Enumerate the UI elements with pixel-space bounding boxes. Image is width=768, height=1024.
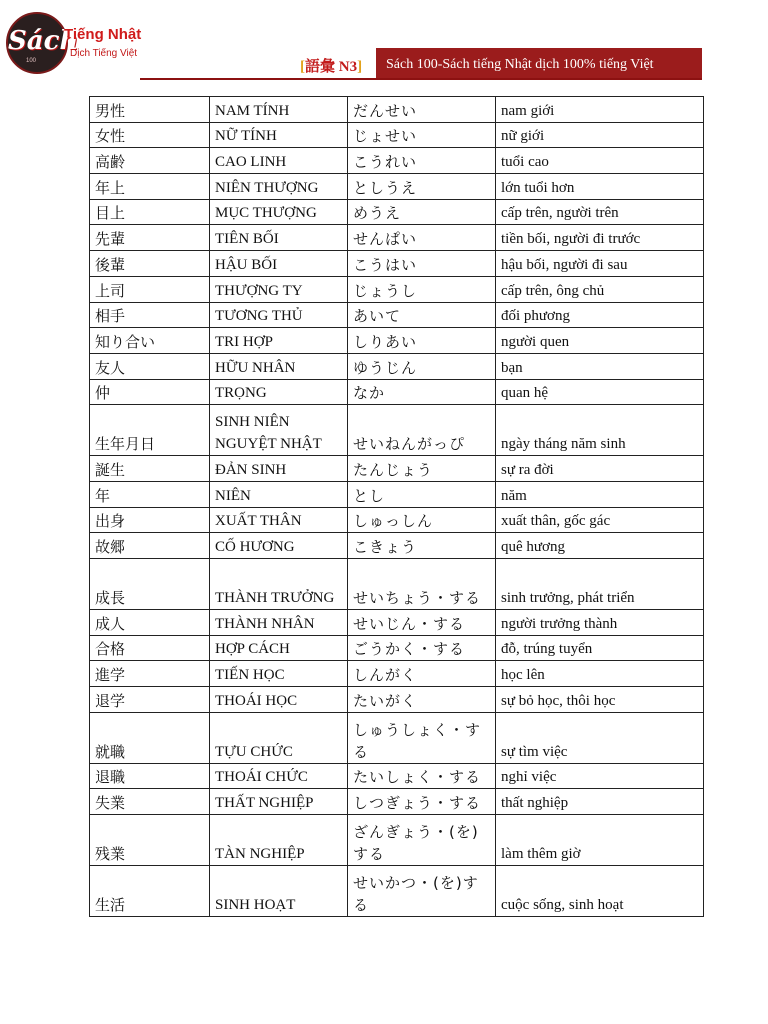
hanviet-cell: THƯỢNG TY: [210, 276, 348, 302]
hanviet-cell: HẬU BỐI: [210, 251, 348, 277]
meaning-cell: ngày tháng năm sinh: [496, 405, 704, 456]
meaning-cell: năm: [496, 481, 704, 507]
table-row: [90, 353, 704, 379]
meaning-cell: đỗ, trúng tuyển: [496, 635, 704, 661]
meaning-cell: sự ra đời: [496, 456, 704, 482]
hanviet-cell: SINH HOẠT: [210, 866, 348, 917]
hanviet-cell: THẤT NGHIỆP: [210, 789, 348, 815]
table-row: [90, 251, 704, 277]
kana-cell: せいじん・する: [348, 610, 496, 636]
meaning-cell: đối phương: [496, 302, 704, 328]
hanviet-cell: NỮ TÍNH: [210, 122, 348, 148]
kanji-cell: 成人: [90, 610, 210, 636]
kanji-cell: 成長: [90, 559, 210, 610]
kana-cell: しゅうしょく・する: [348, 712, 496, 763]
kanji-cell: 上司: [90, 276, 210, 302]
kanji-cell: 年上: [90, 174, 210, 200]
hanviet-cell: THOÁI HỌC: [210, 687, 348, 713]
kanji-cell: 目上: [90, 199, 210, 225]
hanviet-cell: ĐẢN SINH: [210, 456, 348, 482]
table-row: [90, 328, 704, 354]
hanviet-cell: NIÊN: [210, 481, 348, 507]
table-row: [90, 712, 704, 763]
table-row: [90, 815, 704, 866]
meaning-cell: quan hệ: [496, 379, 704, 405]
meaning-cell: nam giới: [496, 97, 704, 123]
meaning-cell: bạn: [496, 353, 704, 379]
table-row: [90, 481, 704, 507]
kana-cell: あいて: [348, 302, 496, 328]
meaning-cell: nghỉ việc: [496, 763, 704, 789]
meaning-cell: xuất thân, gốc gác: [496, 507, 704, 533]
hanviet-cell: HỮU NHÂN: [210, 353, 348, 379]
kana-cell: めうえ: [348, 199, 496, 225]
hanviet-cell: TỰU CHỨC: [210, 712, 348, 763]
meaning-cell: cấp trên, ông chủ: [496, 276, 704, 302]
kanji-cell: 男性: [90, 97, 210, 123]
table-row: [90, 763, 704, 789]
hanviet-cell: XUẤT THÂN: [210, 507, 348, 533]
kanji-cell: 仲: [90, 379, 210, 405]
kana-cell: せいねんがっぴ: [348, 405, 496, 456]
kana-cell: せいかつ・(を)する: [348, 866, 496, 917]
level-tag: [語彙 N3]: [300, 59, 363, 75]
meaning-cell: làm thêm giờ: [496, 815, 704, 866]
table-row: [90, 533, 704, 559]
kana-cell: せいちょう・する: [348, 559, 496, 610]
table-row: [90, 225, 704, 251]
kanji-cell: 進学: [90, 661, 210, 687]
kanji-cell: 生年月日: [90, 405, 210, 456]
hanviet-cell: TÀN NGHIỆP: [210, 815, 348, 866]
table-row: [90, 661, 704, 687]
hanviet-cell: TRỌNG: [210, 379, 348, 405]
kanji-cell: 後輩: [90, 251, 210, 277]
header-title-box: [376, 48, 702, 80]
kanji-cell: 合格: [90, 635, 210, 661]
kana-cell: たんじょう: [348, 456, 496, 482]
table-row: [90, 507, 704, 533]
table-row: [90, 866, 704, 917]
hanviet-cell: THOÁI CHỨC: [210, 763, 348, 789]
kana-cell: こうはい: [348, 251, 496, 277]
meaning-cell: sự tìm việc: [496, 712, 704, 763]
kanji-cell: 高齢: [90, 148, 210, 174]
meaning-cell: sự bỏ học, thôi học: [496, 687, 704, 713]
hanviet-cell: SINH NIÊN NGUYỆT NHẬT: [210, 405, 348, 456]
kana-cell: じょせい: [348, 122, 496, 148]
hanviet-cell: NIÊN THƯỢNG: [210, 174, 348, 200]
meaning-cell: cấp trên, người trên: [496, 199, 704, 225]
kana-cell: だんせい: [348, 97, 496, 123]
hanviet-cell: TRI HỢP: [210, 328, 348, 354]
meaning-cell: tiền bối, người đi trước: [496, 225, 704, 251]
kanji-cell: 誕生: [90, 456, 210, 482]
kanji-cell: 就職: [90, 712, 210, 763]
kana-cell: こきょう: [348, 533, 496, 559]
hanviet-cell: MỤC THƯỢNG: [210, 199, 348, 225]
meaning-cell: cuộc sống, sinh hoạt: [496, 866, 704, 917]
kana-cell: たいがく: [348, 687, 496, 713]
brand-logo: [6, 12, 156, 74]
kanji-cell: 残業: [90, 815, 210, 866]
hanviet-cell: TƯƠNG THỦ: [210, 302, 348, 328]
kanji-cell: 先輩: [90, 225, 210, 251]
kana-cell: ごうかく・する: [348, 635, 496, 661]
kana-cell: こうれい: [348, 148, 496, 174]
kanji-cell: 年: [90, 481, 210, 507]
vocabulary-table: [89, 96, 704, 917]
hanviet-cell: NAM TÍNH: [210, 97, 348, 123]
meaning-cell: sinh trưởng, phát triển: [496, 559, 704, 610]
hanviet-cell: CAO LINH: [210, 148, 348, 174]
table-row: [90, 559, 704, 610]
table-row: [90, 199, 704, 225]
meaning-cell: lớn tuổi hơn: [496, 174, 704, 200]
table-row: [90, 122, 704, 148]
table-row: [90, 302, 704, 328]
kanji-cell: 失業: [90, 789, 210, 815]
table-row: [90, 635, 704, 661]
kanji-cell: 故郷: [90, 533, 210, 559]
kanji-cell: 友人: [90, 353, 210, 379]
hanviet-cell: HỢP CÁCH: [210, 635, 348, 661]
meaning-cell: nữ giới: [496, 122, 704, 148]
table-row: [90, 379, 704, 405]
table-row: [90, 97, 704, 123]
kana-cell: しつぎょう・する: [348, 789, 496, 815]
kanji-cell: 出身: [90, 507, 210, 533]
kanji-cell: 女性: [90, 122, 210, 148]
kana-cell: ゆうじん: [348, 353, 496, 379]
table-row: [90, 405, 704, 456]
vocabulary-table-body: [90, 97, 704, 917]
hanviet-cell: CỐ HƯƠNG: [210, 533, 348, 559]
meaning-cell: thất nghiệp: [496, 789, 704, 815]
table-row: [90, 276, 704, 302]
table-row: [90, 687, 704, 713]
kanji-cell: 相手: [90, 302, 210, 328]
meaning-cell: học lên: [496, 661, 704, 687]
kana-cell: しりあい: [348, 328, 496, 354]
kana-cell: としうえ: [348, 174, 496, 200]
table-row: [90, 148, 704, 174]
table-row: [90, 174, 704, 200]
table-row: [90, 610, 704, 636]
kana-cell: たいしょく・する: [348, 763, 496, 789]
logo-sach-text: Sách: [8, 26, 79, 56]
logo-tiny-text: 100: [26, 58, 37, 64]
kanji-cell: 退職: [90, 763, 210, 789]
kana-cell: じょうし: [348, 276, 496, 302]
hanviet-cell: THÀNH TRƯỞNG: [210, 559, 348, 610]
header-title: Sách 100-Sách tiếng Nhật dịch 100% tiếng Việt: [386, 57, 654, 72]
table-row: [90, 789, 704, 815]
kanji-cell: 知り合い: [90, 328, 210, 354]
meaning-cell: quê hương: [496, 533, 704, 559]
kana-cell: なか: [348, 379, 496, 405]
level-tag-label: 語彙 N3: [305, 59, 358, 75]
logo-subtitle: Dịch Tiếng Việt: [70, 48, 138, 59]
meaning-cell: người quen: [496, 328, 704, 354]
meaning-cell: hậu bối, người đi sau: [496, 251, 704, 277]
hanviet-cell: THÀNH NHÂN: [210, 610, 348, 636]
table-row: [90, 456, 704, 482]
kanji-cell: 生活: [90, 866, 210, 917]
logo-brand-text: Tiếng Nhật: [64, 26, 142, 43]
meaning-cell: người trưởng thành: [496, 610, 704, 636]
kana-cell: とし: [348, 481, 496, 507]
kanji-cell: 退学: [90, 687, 210, 713]
meaning-cell: tuổi cao: [496, 148, 704, 174]
kana-cell: せんぱい: [348, 225, 496, 251]
kana-cell: しんがく: [348, 661, 496, 687]
kana-cell: ざんぎょう・(を)する: [348, 815, 496, 866]
hanviet-cell: TIÊN BỐI: [210, 225, 348, 251]
kana-cell: しゅっしん: [348, 507, 496, 533]
hanviet-cell: TIẾN HỌC: [210, 661, 348, 687]
header-divider: [140, 78, 702, 80]
